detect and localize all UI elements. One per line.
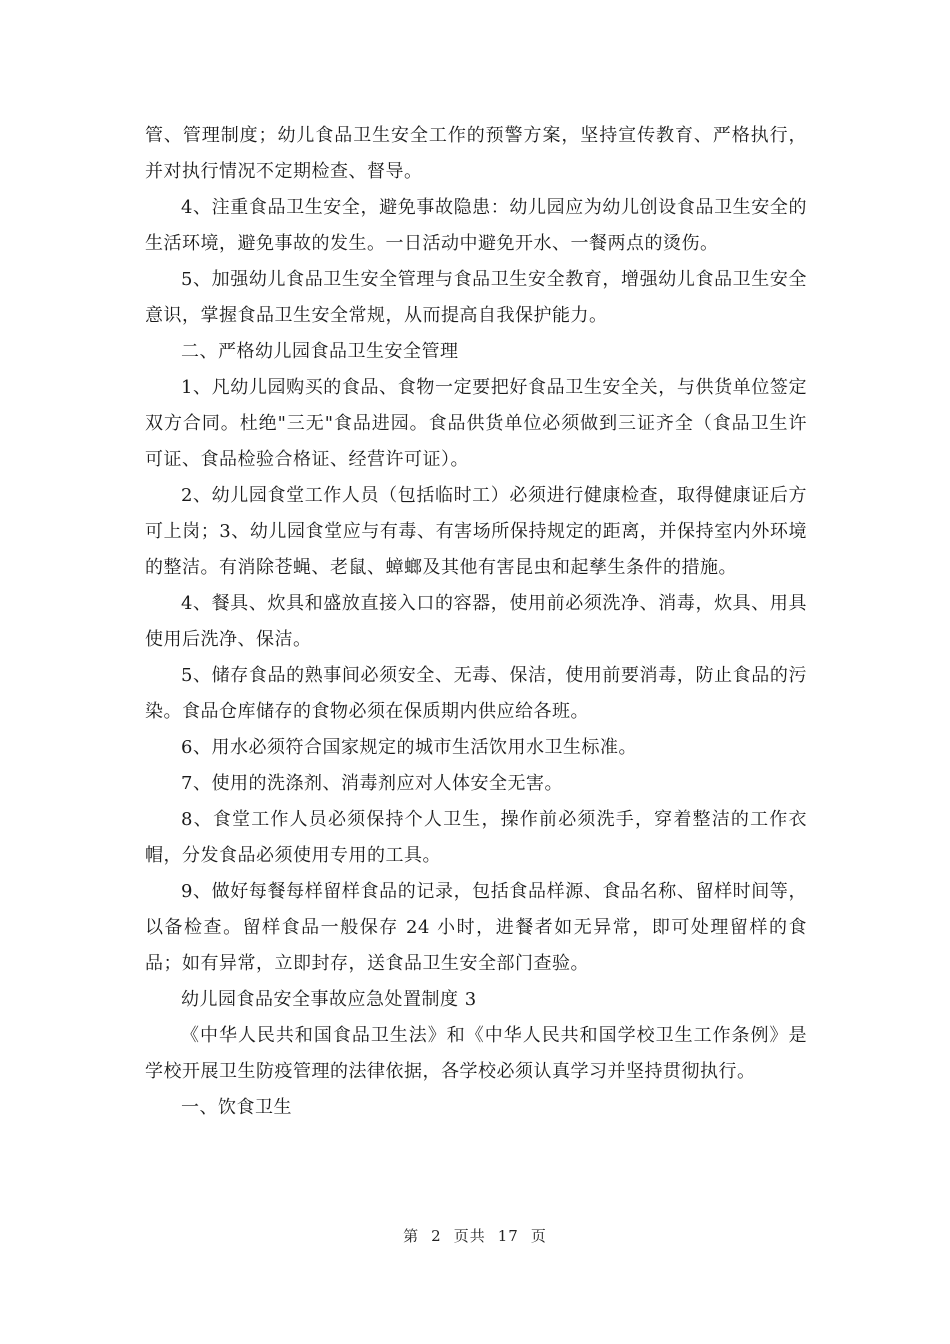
paragraph-item-2-staff: 2、幼儿园食堂工作人员（包括临时工）必须进行健康检查，取得健康证后方可上岗；3、幼儿园食堂应与有毒、有害场所保持规定的距离，并保持室内外环境的整洁。有消除苍蝇、老鼠、蟑螂及其他有害昆虫和起孳生条件的措施。 xyxy=(145,485,807,578)
paragraph-item-7-detergent: 7、使用的洗涤剂、消毒剂应对人体安全无害。 xyxy=(181,773,563,794)
paragraph-item-4-utensils: 4、餐具、炊具和盛放直接入口的容器，使用前必须洗净、消毒，炊具、用具使用后洗净、保洁。 xyxy=(145,593,807,650)
paragraph-continuation: 管、管理制度；幼儿食品卫生安全工作的预警方案，坚持宣传教育、严格执行，并对执行情况不定期检查、督导。 xyxy=(145,125,807,182)
footer-middle: 页共 xyxy=(453,1227,486,1245)
footer-prefix: 第 xyxy=(403,1227,420,1245)
footer-page-number: 2 xyxy=(431,1227,442,1245)
section-heading-diet: 一、饮食卫生 xyxy=(181,1097,292,1118)
paragraph-laws: 《中华人民共和国食品卫生法》和《中华人民共和国学校卫生工作条例》是学校开展卫生防疫管理的法律依据，各学校必须认真学习并坚持贯彻执行。 xyxy=(145,1025,807,1082)
page-footer xyxy=(0,1226,950,1246)
footer-suffix: 页 xyxy=(530,1227,547,1245)
paragraph-item-1-purchase: 1、凡幼儿园购买的食品、食物一定要把好食品卫生安全关，与供货单位签定双方合同。杜绝"三无"食品进园。食品供货单位必须做到三证齐全（食品卫生许可证、食品检验合格证、经营许可证）。 xyxy=(145,377,807,470)
paragraph-item-5-education: 5、加强幼儿食品卫生安全管理与食品卫生安全教育，增强幼儿食品卫生安全意识，掌握食品卫生安全常规，从而提高自我保护能力。 xyxy=(145,269,807,326)
paragraph-item-9-samples: 9、做好每餐每样留样食品的记录，包括食品样源、食品名称、留样时间等，以备检查。留样食品一般保存 24 小时，进餐者如无异常，即可处理留样的食品；如有异常，立即封存，送食品卫生安全部门查验。 xyxy=(145,881,807,974)
footer-total-pages: 17 xyxy=(497,1227,519,1245)
paragraph-item-8-hygiene: 8、食堂工作人员必须保持个人卫生，操作前必须洗手，穿着整洁的工作衣帽，分发食品必须使用专用的工具。 xyxy=(145,809,807,866)
document-body xyxy=(145,118,807,1126)
paragraph-item-4-hazards: 4、注重食品卫生安全，避免事故隐患：幼儿园应为幼儿创设食品卫生安全的生活环境，避免事故的发生。一日活动中避免开水、一餐两点的烫伤。 xyxy=(145,197,807,254)
paragraph-item-5-storage: 5、储存食品的熟事间必须安全、无毒、保洁，使用前要消毒，防止食品的污染。食品仓库储存的食物必须在保质期内供应给各班。 xyxy=(145,665,807,722)
section-heading-2: 二、严格幼儿园食品卫生安全管理 xyxy=(181,341,459,362)
paragraph-item-6-water: 6、用水必须符合国家规定的城市生活饮用水卫生标准。 xyxy=(181,737,637,758)
section-title-3: 幼儿园食品安全事故应急处置制度 3 xyxy=(181,989,477,1010)
